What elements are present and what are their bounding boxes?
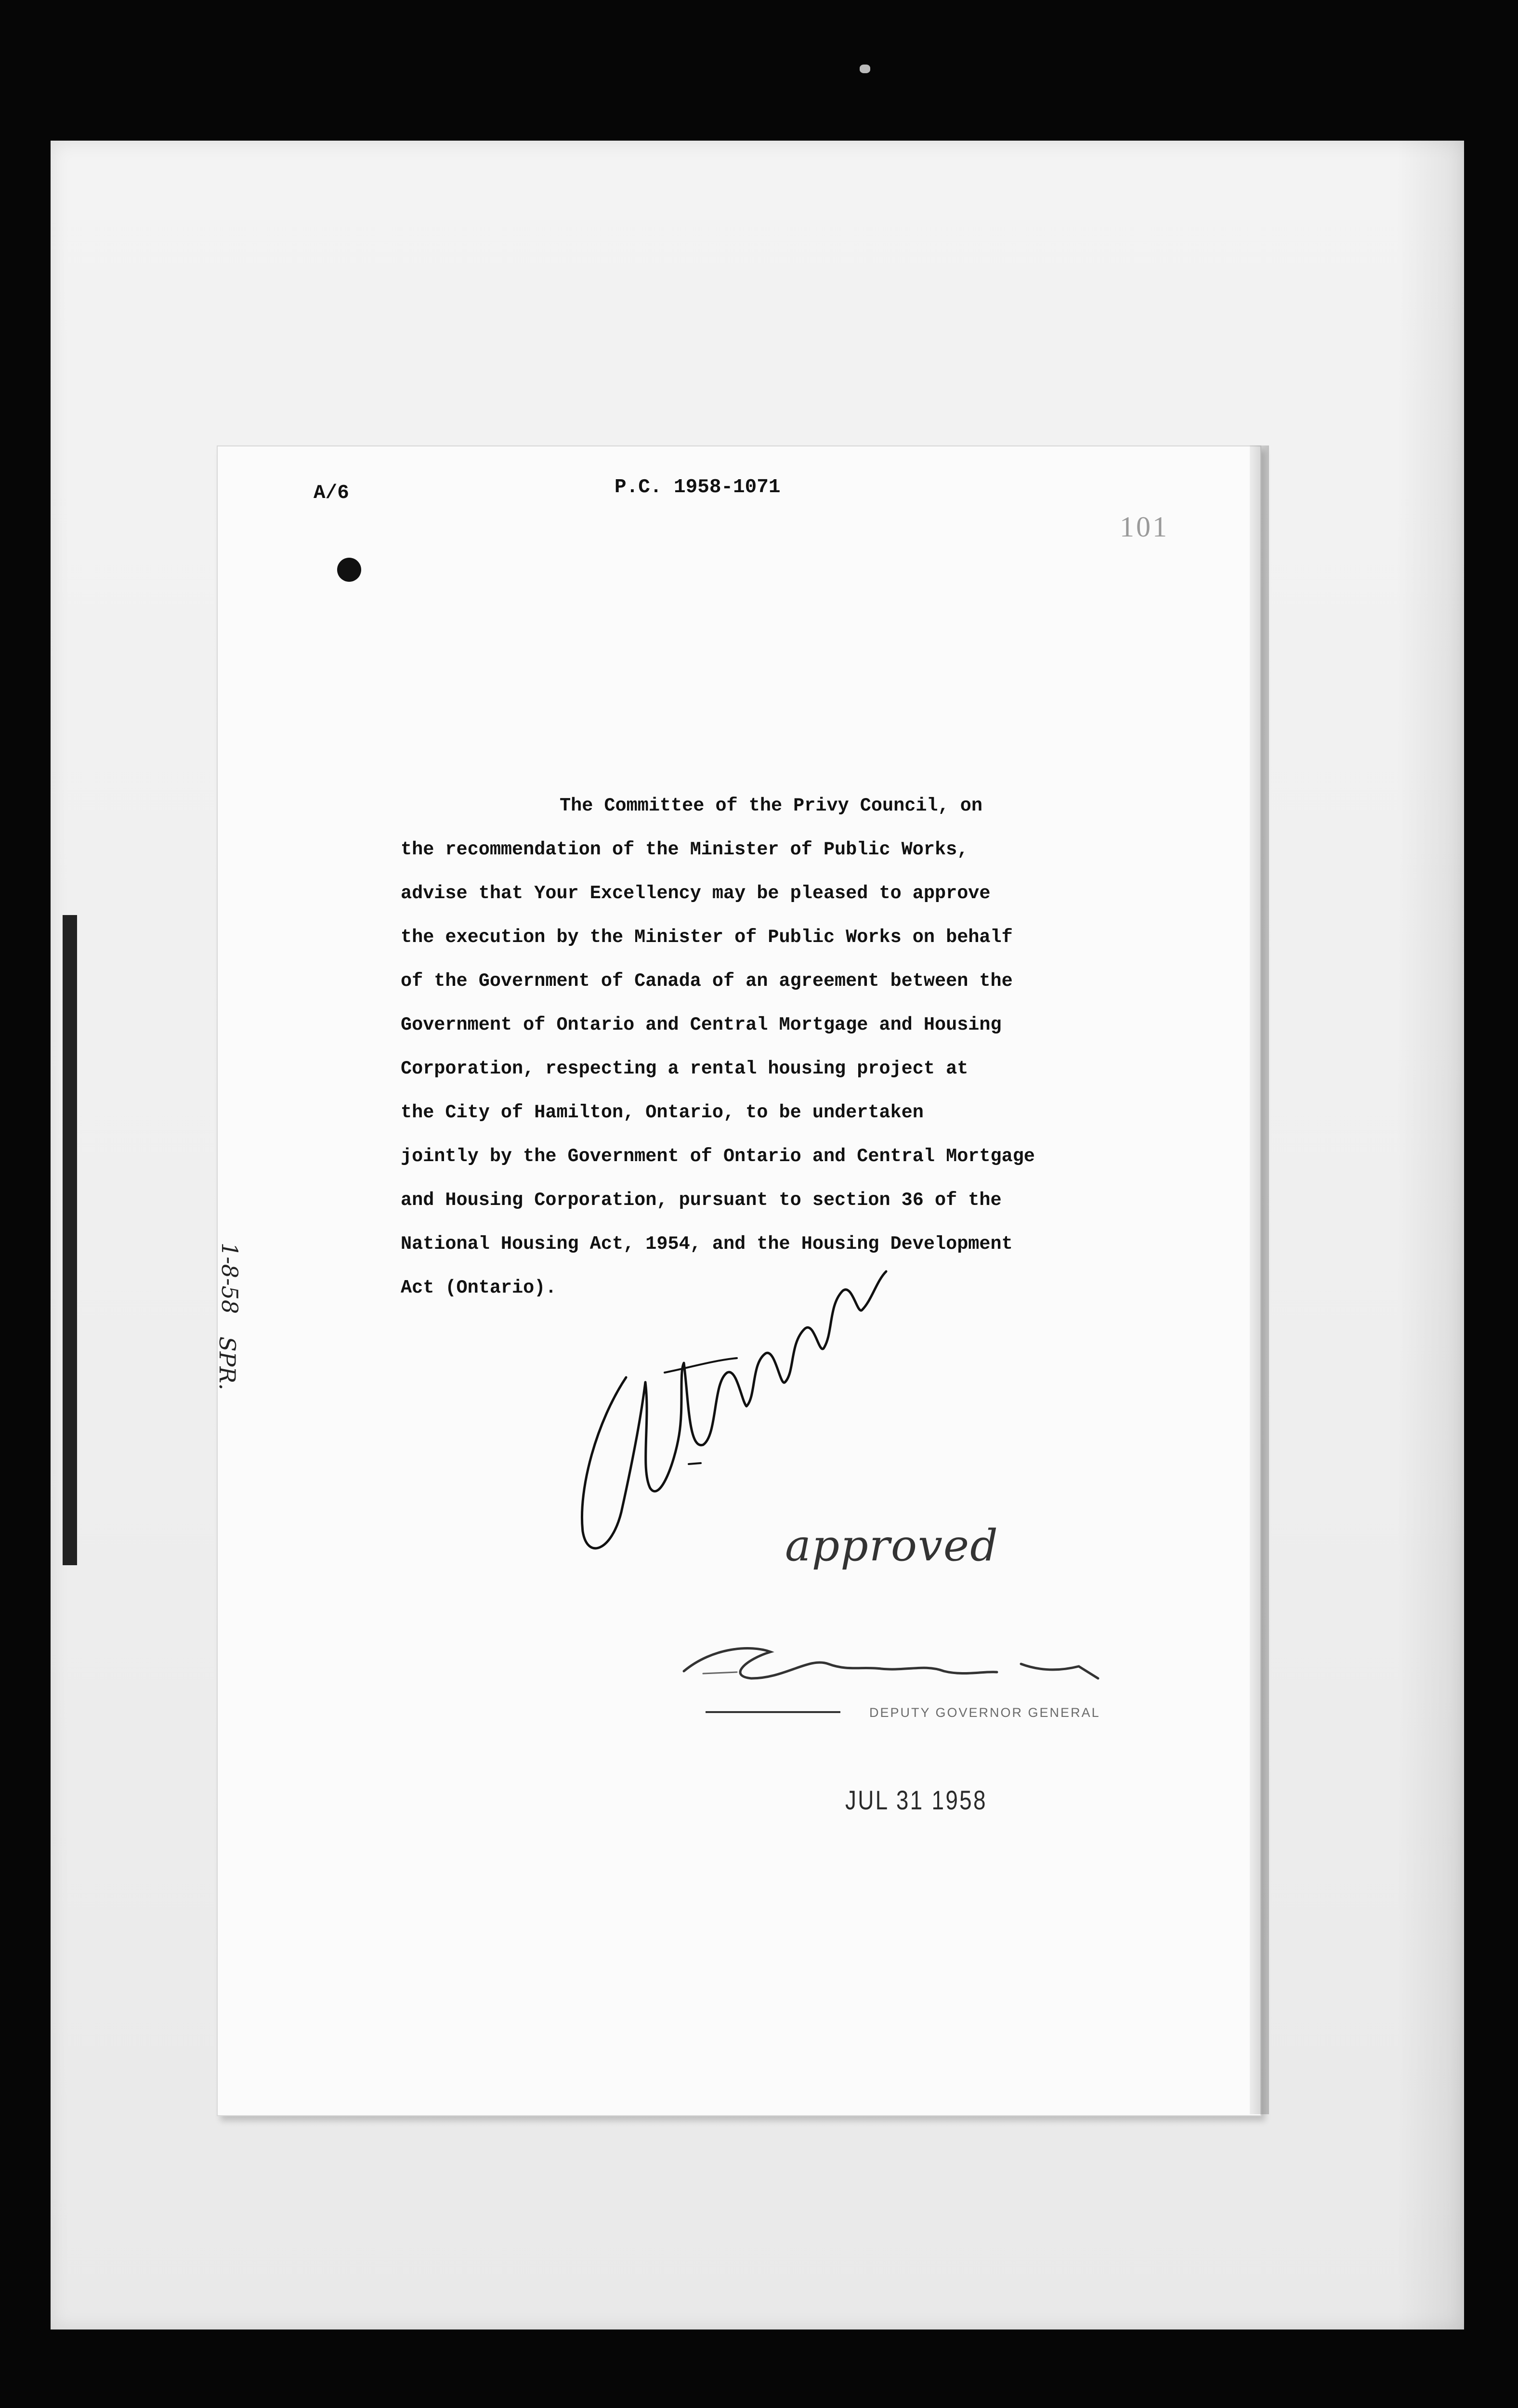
margin-date-note: 1-8-58 bbox=[217, 1243, 243, 1314]
file-code: A/6 bbox=[314, 482, 349, 504]
body-line: the recommendation of the Minister of Public Works, bbox=[401, 839, 968, 860]
order-body bbox=[401, 784, 1171, 1310]
body-line: Act (Ontario). bbox=[401, 1277, 557, 1298]
body-line: advise that Your Excellency may be pleased to approve bbox=[401, 883, 991, 904]
body-line: the execution by the Minister of Public Works on behalf bbox=[401, 927, 1013, 948]
signature-line bbox=[706, 1711, 840, 1713]
scan-speck bbox=[860, 65, 870, 73]
page-shadow bbox=[1250, 445, 1269, 2114]
body-line: Government of Ontario and Central Mortgage and Housing bbox=[401, 1014, 1002, 1035]
signature-caption: DEPUTY GOVERNOR GENERAL bbox=[869, 1705, 1100, 1720]
punch-hole bbox=[337, 558, 361, 582]
body-line: The Committee of the Privy Council, on bbox=[560, 795, 982, 816]
approval-handwriting: approved bbox=[785, 1520, 999, 1571]
order-number: P.C. 1958-1071 bbox=[615, 476, 781, 498]
body-line: Corporation, respecting a rental housing project at bbox=[401, 1058, 968, 1079]
body-line: and Housing Corporation, pursuant to section 36 of the bbox=[401, 1190, 1002, 1211]
body-line: of the Government of Canada of an agreement between the bbox=[401, 970, 1013, 992]
body-line: the City of Hamilton, Ontario, to be undertaken bbox=[401, 1102, 924, 1123]
backing-sheet-edge bbox=[1397, 141, 1464, 2329]
date-stamp: JUL 31 1958 bbox=[845, 1785, 987, 1815]
deputy-signature bbox=[674, 1637, 1108, 1690]
body-line: jointly by the Government of Ontario and Central Mortgage bbox=[401, 1146, 1035, 1167]
page-number-stamp: 101 bbox=[1120, 511, 1169, 543]
scan-edge-strip bbox=[63, 915, 77, 1565]
margin-initials-note: SPR. bbox=[214, 1336, 240, 1390]
body-line: National Housing Act, 1954, and the Housing Development bbox=[401, 1233, 1013, 1255]
